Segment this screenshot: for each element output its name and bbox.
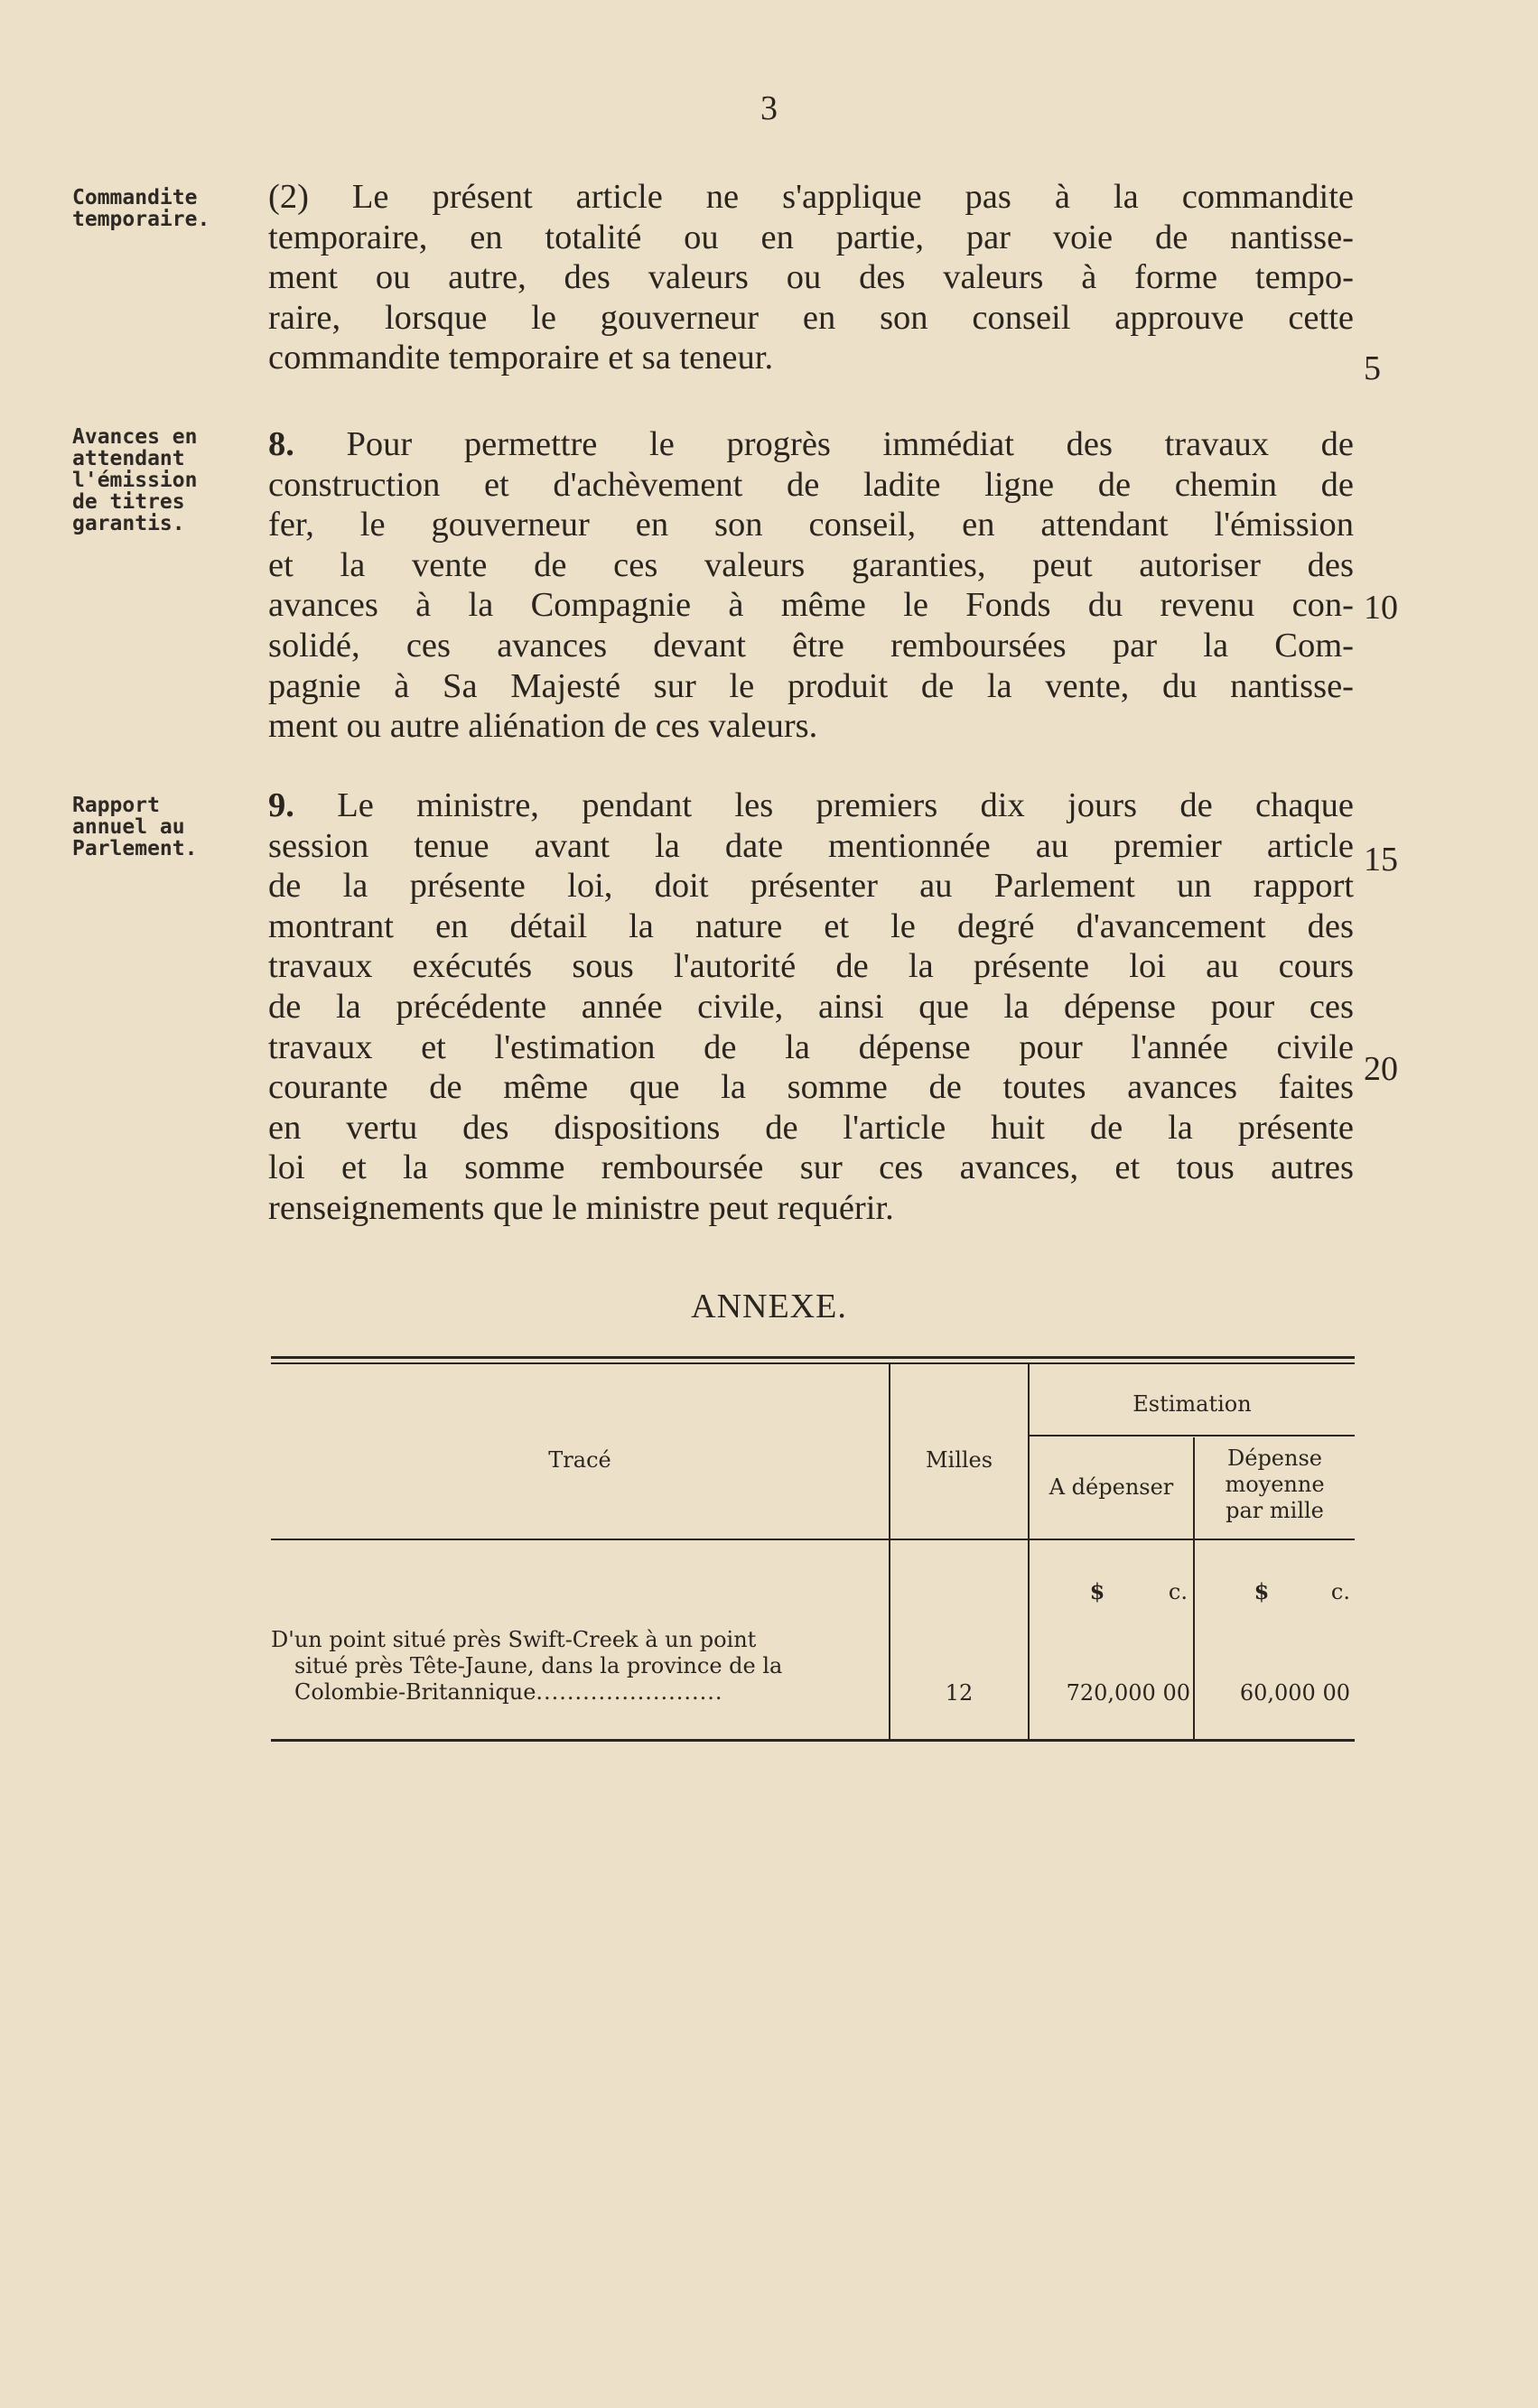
header-trace: Tracé: [548, 1447, 611, 1473]
text-line: en vertu des dispositions de l'article huit de la présente: [268, 1108, 1354, 1147]
page-number: 3: [760, 89, 778, 127]
trace-line: situé près Tête-Jaune, dans la province de la: [294, 1653, 783, 1678]
cell-depense-moyenne: 60,000 00: [1239, 1680, 1350, 1706]
text-line: construction et d'achèvement de ladite ligne de chemin de: [268, 465, 1354, 504]
margin-note-commandite: Commandite temporaire.: [72, 186, 210, 231]
text-line: renseignements que le ministre peut requérir.: [268, 1188, 894, 1227]
text-line: Pour permettre le progrès immédiat des travaux de: [294, 425, 1354, 463]
table-rule: [1030, 1435, 1355, 1436]
section-number: 8.: [268, 425, 294, 463]
text-line: ment ou autre, des valeurs ou des valeurs à forme tempo-: [268, 258, 1354, 297]
table-rule: [271, 1739, 1355, 1742]
trace-line-last: [271, 1679, 888, 1706]
annexe-title: ANNEXE.: [691, 1288, 847, 1325]
text-line-with-section: [268, 424, 1354, 465]
trace-line: Colombie-Britannique: [294, 1679, 536, 1705]
text-line: travaux et l'estimation de la dépense pour l'année civile: [268, 1027, 1354, 1066]
table-rule: [271, 1539, 1355, 1540]
text-line: de la précédente année civile, ainsi que la dépense pour ces: [268, 987, 1354, 1026]
header-estimation: Estimation: [1133, 1391, 1252, 1417]
header-a-depenser: A dépenser: [1049, 1474, 1174, 1500]
text-line: courante de même que la somme de toutes avances faites: [268, 1068, 1354, 1107]
margin-note-rapport: Rapport annuel au Parlement.: [72, 794, 198, 860]
text-line: loi et la somme remboursée sur ces avances, et tous autres: [268, 1148, 1354, 1187]
text-line: commandite temporaire et sa teneur.: [268, 339, 774, 377]
margin-note-avances: Avances en attendant l'émission de titres garantis.: [72, 425, 198, 535]
line-number: 15: [1364, 841, 1398, 879]
unit-cents: c.: [1330, 1579, 1350, 1604]
table-row: [271, 1627, 888, 1706]
text-line-with-section: [268, 786, 1354, 826]
text-line: et la vente de ces valeurs garanties, peut autoriser des: [268, 545, 1354, 584]
table-rule: [271, 1356, 1355, 1359]
line-number: 10: [1364, 589, 1398, 627]
text-line: avances à la Compagnie à même le Fonds du revenu con-: [268, 586, 1354, 625]
text-line: de la présente loi, doit présenter au Parlement un rapport: [268, 867, 1354, 906]
text-line: (2) Le présent article ne s'applique pas à la commandite: [268, 178, 1354, 216]
text-line: solidé, ces avances devant être remboursées par la Com-: [268, 626, 1354, 665]
dot-leader: ........................: [536, 1679, 723, 1705]
text-line: temporaire, en totalité ou en partie, par voie de nantisse-: [268, 218, 1354, 256]
text-line: montrant en détail la nature et le degré d'avancement des: [268, 906, 1354, 945]
text-line: fer, le gouverneur en son conseil, en attendant l'émission: [268, 506, 1354, 544]
text-line: ment ou autre aliénation de ces valeurs.: [268, 707, 818, 746]
cell-a-depenser: 720,000 00: [1066, 1680, 1190, 1706]
header-milles: Milles: [925, 1447, 993, 1473]
cell-milles: 12: [945, 1680, 974, 1706]
text-line: raire, lorsque le gouverneur en son conseil approuve cette: [268, 298, 1354, 337]
text-line: session tenue avant la date mentionnée au premier article: [268, 826, 1354, 865]
unit-cents: c.: [1168, 1579, 1188, 1604]
trace-line: D'un point situé près Swift-Creek à un point: [271, 1627, 757, 1652]
table-rule: [271, 1362, 1355, 1364]
unit-dollar: $: [1254, 1578, 1270, 1604]
unit-dollar: $: [1089, 1578, 1105, 1604]
paragraph-section-9: [268, 786, 1354, 1229]
paragraph-section-8: [268, 424, 1354, 747]
text-line: travaux exécutés sous l'autorité de la présente loi au cours: [268, 947, 1354, 986]
header-depense-moyenne: Dépense moyenne par mille: [1225, 1446, 1325, 1523]
text-line: pagnie à Sa Majesté sur le produit de la vente, du nantisse-: [268, 666, 1354, 705]
paragraph-commandite: [268, 177, 1354, 378]
line-number: 5: [1364, 349, 1381, 387]
section-number: 9.: [268, 786, 294, 824]
annexe-table: [271, 1356, 1355, 1744]
text-line: Le ministre, pendant les premiers dix jours de chaque: [294, 786, 1354, 824]
line-number: 20: [1364, 1050, 1398, 1088]
